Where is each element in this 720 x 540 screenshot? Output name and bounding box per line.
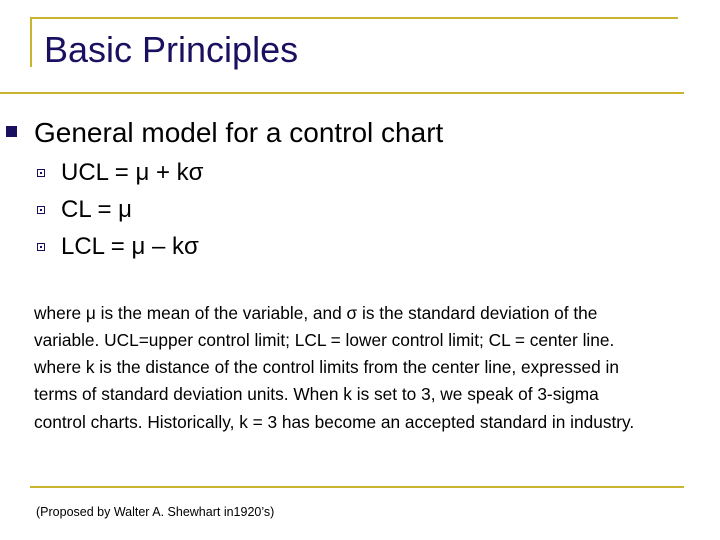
explanation-paragraph: where μ is the mean of the variable, and σ is the standard deviation of the variable. UCL=upper control limit; LCL = lower control limit; CL = center line. where k is the distance of the control limits from the center line, expressed in terms of standard deviation units. When k is set to 3, we speak of 3-sigma control charts. Historically, k = 3 has become an accepted standard in industry. — [34, 303, 635, 432]
left-rule — [30, 17, 32, 67]
square-bullet-icon — [6, 126, 17, 137]
formula-text: LCL = μ – kσ — [61, 233, 199, 260]
title-underline — [0, 92, 684, 94]
top-rule — [30, 17, 678, 19]
hollow-square-bullet-icon — [37, 243, 45, 251]
formula-text: UCL = μ + kσ — [61, 159, 204, 186]
hollow-square-bullet-icon — [37, 169, 45, 177]
hollow-square-bullet-icon — [37, 206, 45, 214]
slide-title: Basic Principles — [44, 29, 299, 70]
footer-rule — [30, 486, 684, 488]
formula-text: CL = μ — [61, 196, 132, 223]
main-bullet-text: General model for a control chart — [34, 117, 444, 148]
footnote: (Proposed by Walter A. Shewhart in1920’s) — [36, 505, 275, 519]
